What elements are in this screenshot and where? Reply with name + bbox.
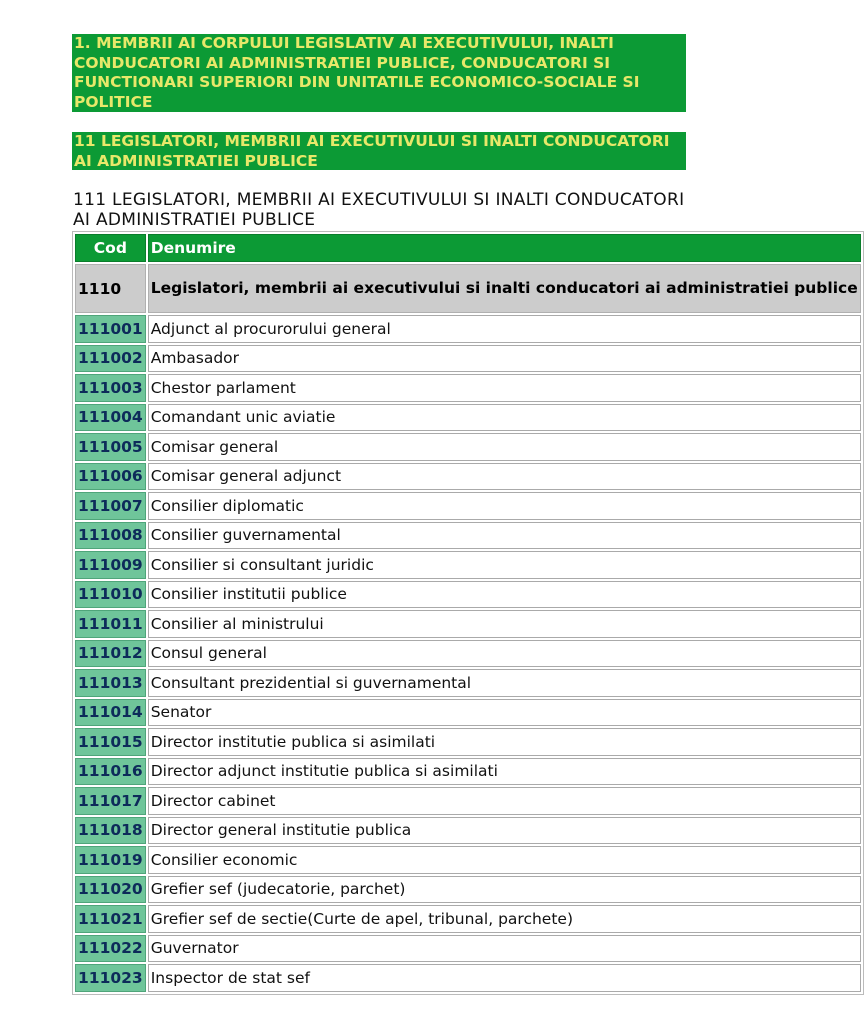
section-title: 111 LEGISLATORI, MEMBRII AI EXECUTIVULUI SI INALTI CONDUCATORI AI ADMINISTRATIEI PUBLICE bbox=[73, 190, 685, 230]
occupation-table bbox=[72, 231, 864, 995]
occupation-code: 111023 bbox=[75, 964, 146, 992]
chapter-title: 1. MEMBRII AI CORPULUI LEGISLATIV AI EXECUTIVULUI, INALTI CONDUCATORI AI ADMINISTRATIEI PUBLICE, CONDUCATORI SI FUNCTIONARI SUPERIORI DIN UNITATILE ECONOMICO-SOCIALE SI POLITICE bbox=[74, 34, 640, 111]
table-row bbox=[75, 433, 861, 461]
table-row bbox=[75, 876, 861, 904]
occupation-name: Consilier si consultant juridic bbox=[148, 551, 861, 579]
occupation-code: 111016 bbox=[75, 758, 146, 786]
occupation-code: 111005 bbox=[75, 433, 146, 461]
table-row bbox=[75, 728, 861, 756]
table-header-row bbox=[75, 234, 861, 262]
occupation-code: 111017 bbox=[75, 787, 146, 815]
occupation-code: 111018 bbox=[75, 817, 146, 845]
table-row bbox=[75, 345, 861, 373]
table-row bbox=[75, 935, 861, 963]
table-row bbox=[75, 522, 861, 550]
occupation-code: 111019 bbox=[75, 846, 146, 874]
occupation-name: Consilier economic bbox=[148, 846, 861, 874]
occupation-name: Grefier sef (judecatorie, parchet) bbox=[148, 876, 861, 904]
table-row bbox=[75, 463, 861, 491]
table-row bbox=[75, 640, 861, 668]
occupation-code: 111009 bbox=[75, 551, 146, 579]
occupation-name: Guvernator bbox=[148, 935, 861, 963]
occupation-code: 111003 bbox=[75, 374, 146, 402]
subchapter-banner bbox=[72, 132, 686, 170]
group-name: Legislatori, membrii ai executivului si inalti conducatori ai administratiei publice bbox=[148, 264, 861, 313]
occupation-code: 111001 bbox=[75, 315, 146, 343]
occupation-code: 111006 bbox=[75, 463, 146, 491]
occupation-code: 111021 bbox=[75, 905, 146, 933]
table-row bbox=[75, 374, 861, 402]
column-header-cod: Cod bbox=[75, 234, 146, 262]
occupation-name: Inspector de stat sef bbox=[148, 964, 861, 992]
subchapter-title: 11 LEGISLATORI, MEMBRII AI EXECUTIVULUI SI INALTI CONDUCATORI AI ADMINISTRATIEI PUBLICE bbox=[74, 132, 670, 170]
occupation-code: 111004 bbox=[75, 404, 146, 432]
table-row bbox=[75, 758, 861, 786]
table-row bbox=[75, 404, 861, 432]
occupation-name: Grefier sef de sectie(Curte de apel, tribunal, parchete) bbox=[148, 905, 861, 933]
occupation-name: Ambasador bbox=[148, 345, 861, 373]
chapter-banner bbox=[72, 34, 686, 112]
occupation-name: Chestor parlament bbox=[148, 374, 861, 402]
occupation-code: 111010 bbox=[75, 581, 146, 609]
occupation-name: Comisar general adjunct bbox=[148, 463, 861, 491]
table-row bbox=[75, 964, 861, 992]
table-row bbox=[75, 699, 861, 727]
occupation-code: 111013 bbox=[75, 669, 146, 697]
table-row bbox=[75, 817, 861, 845]
occupation-name: Comandant unic aviatie bbox=[148, 404, 861, 432]
occupation-name: Comisar general bbox=[148, 433, 861, 461]
table-row bbox=[75, 669, 861, 697]
occupation-name: Consilier guvernamental bbox=[148, 522, 861, 550]
occupation-name: Director institutie publica si asimilati bbox=[148, 728, 861, 756]
occupation-name: Director cabinet bbox=[148, 787, 861, 815]
occupation-code: 111015 bbox=[75, 728, 146, 756]
occupation-name: Consul general bbox=[148, 640, 861, 668]
occupation-code: 111022 bbox=[75, 935, 146, 963]
table-row bbox=[75, 315, 861, 343]
occupation-code: 111007 bbox=[75, 492, 146, 520]
table-row bbox=[75, 787, 861, 815]
occupation-name: Senator bbox=[148, 699, 861, 727]
occupation-code: 111011 bbox=[75, 610, 146, 638]
table-row bbox=[75, 905, 861, 933]
table-row bbox=[75, 846, 861, 874]
occupation-name: Consilier al ministrului bbox=[148, 610, 861, 638]
table-row bbox=[75, 492, 861, 520]
table-row bbox=[75, 551, 861, 579]
occupation-name: Consilier institutii publice bbox=[148, 581, 861, 609]
occupation-code: 111008 bbox=[75, 522, 146, 550]
group-code: 1110 bbox=[75, 264, 146, 313]
group-row bbox=[75, 264, 861, 313]
occupation-name: Director general institutie publica bbox=[148, 817, 861, 845]
occupation-code: 111012 bbox=[75, 640, 146, 668]
occupation-name: Adjunct al procurorului general bbox=[148, 315, 861, 343]
table-row bbox=[75, 581, 861, 609]
occupation-code: 111014 bbox=[75, 699, 146, 727]
column-header-denumire: Denumire bbox=[148, 234, 861, 262]
occupation-name: Consultant prezidential si guvernamental bbox=[148, 669, 861, 697]
occupation-code: 111002 bbox=[75, 345, 146, 373]
table-row bbox=[75, 610, 861, 638]
occupation-code: 111020 bbox=[75, 876, 146, 904]
occupation-name: Director adjunct institutie publica si asimilati bbox=[148, 758, 861, 786]
occupation-name: Consilier diplomatic bbox=[148, 492, 861, 520]
